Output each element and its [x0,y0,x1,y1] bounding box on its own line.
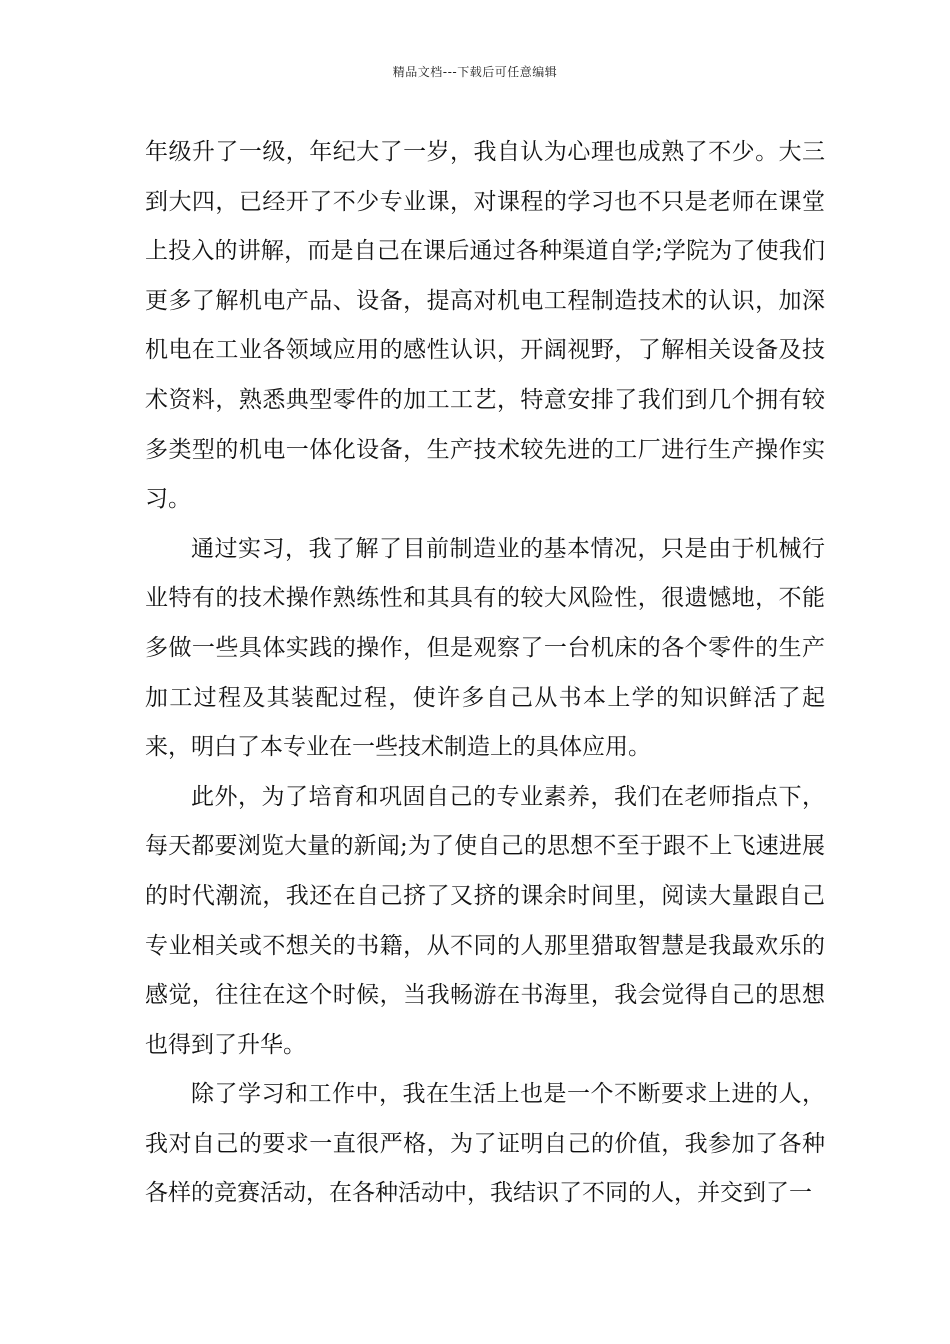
paragraph-1: 年级升了一级，年纪大了一岁，我自认为心理也成熟了不少。大三到大四，已经开了不少专业课，对课程的学习也不只是老师在课堂上投入的讲解，而是自己在课后通过各种渠道自学;学院为了使我们更多了解机电产品、设备，提高对机电工程制造技术的认识，加深机电在工业各领域应用的感性认识，开阔视野，了解相关设备及技术资料，熟悉典型零件的加工工艺，特意安排了我们到几个拥有较多类型的机电一体化设备，生产技术较先进的工厂进行生产操作实习。 [145,139,825,513]
paragraph-3: 此外，为了培育和巩固自己的专业素养，我们在老师指点下，每天都要浏览大量的新闻;为了使自己的思想不至于跟不上飞速进展的时代潮流，我还在自己挤了又挤的课余时间里，阅读大量跟自己专业相关或不想关的书籍，从不同的人那里猎取智慧是我最欢乐的感觉，往往在这个时候，当我畅游在书海里，我会觉得自己的思想也得到了升华。 [145,783,825,1058]
document-body [145,128,825,1219]
paragraph-4: 除了学习和工作中，我在生活上也是一个不断要求上进的人，我对自己的要求一直很严格，为了证明自己的价值，我参加了各种各样的竞赛活动，在各种活动中，我结识了不同的人，并交到了一 [145,1081,825,1207]
paragraph-2: 通过实习，我了解了目前制造业的基本情况，只是由于机械行业特有的技术操作熟练性和其具有的较大风险性，很遗憾地，不能多做一些具体实践的操作，但是观察了一台机床的各个零件的生产加工过程及其装配过程，使许多自己从书本上学的知识鲜活了起来，明白了本专业在一些技术制造上的具体应用。 [145,535,825,761]
page-header: 精品文档---下载后可任意编辑 [392,65,558,79]
